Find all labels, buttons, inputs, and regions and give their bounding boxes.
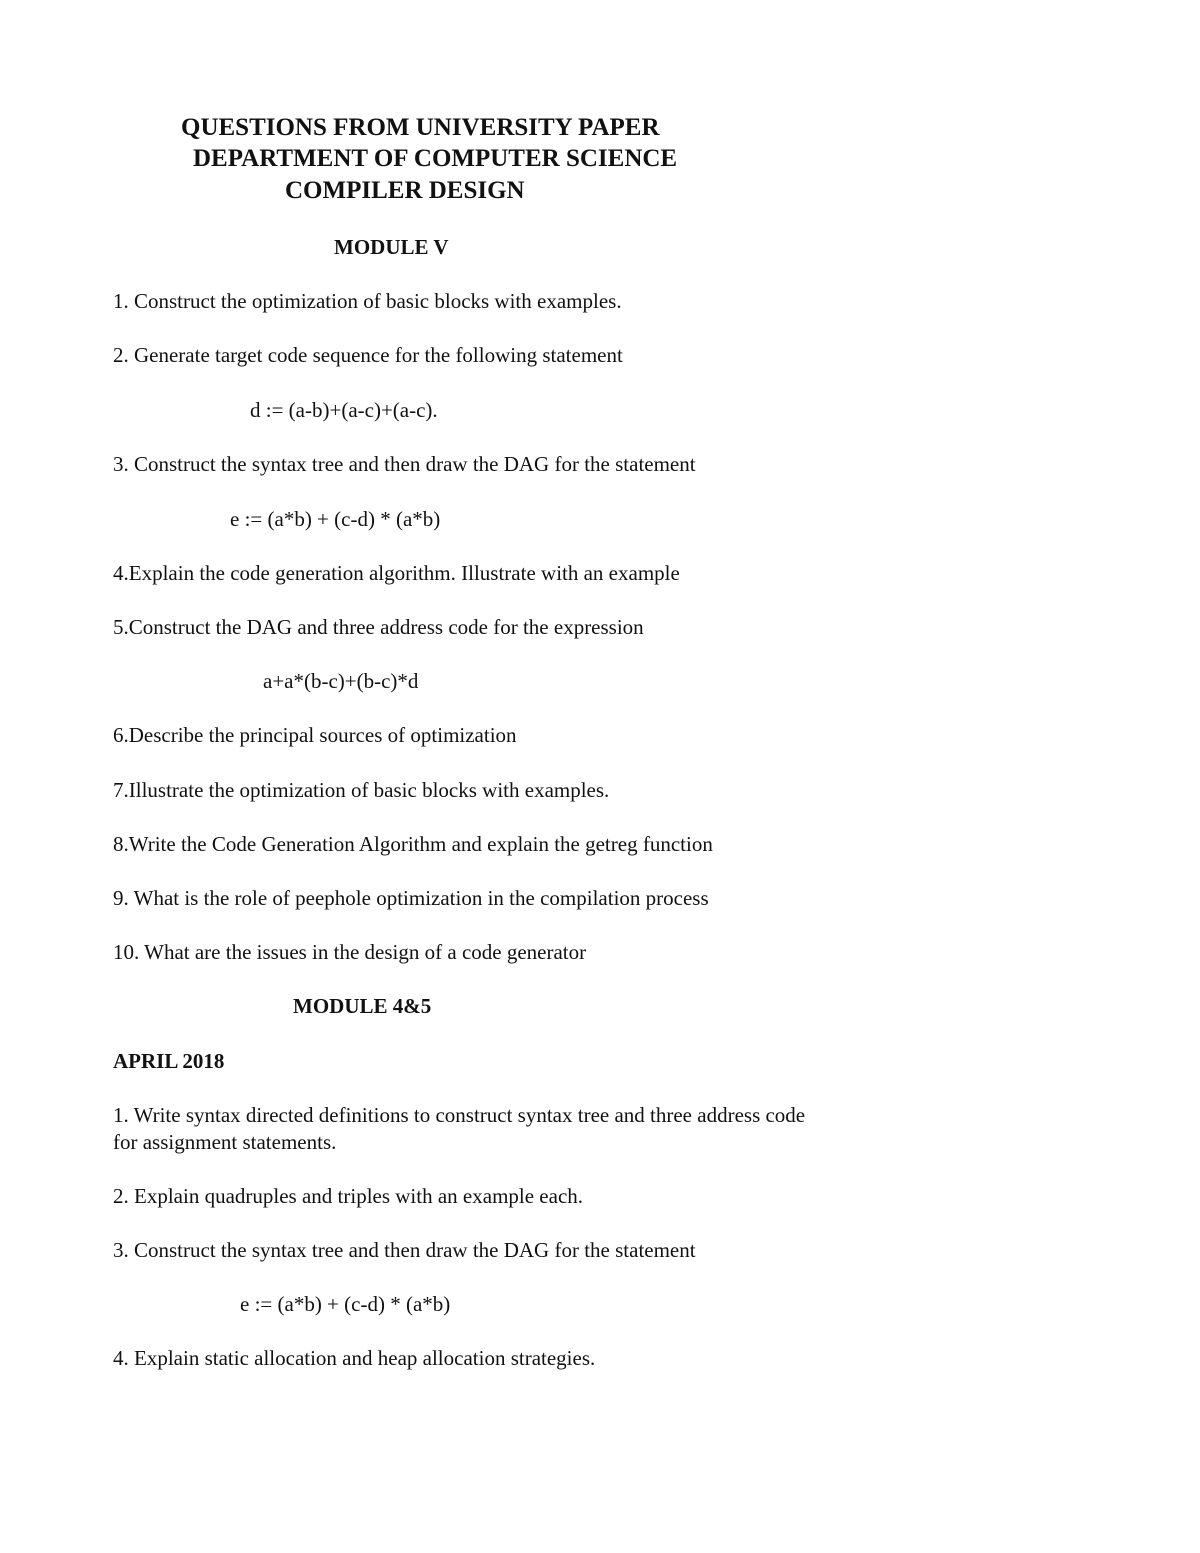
expression-line: d := (a-b)+(a-c)+(a-c). <box>250 398 438 422</box>
module-4-5-title: MODULE 4&5 <box>293 994 432 1018</box>
question-item: 8.Write the Code Generation Algorithm and explain the getreg function <box>113 832 713 856</box>
header-line-3: COMPILER DESIGN <box>285 177 525 204</box>
question-item: 7.Illustrate the optimization of basic blocks with examples. <box>113 778 610 802</box>
question-item: 4.Explain the code generation algorithm. Illustrate with an example <box>113 561 680 585</box>
module-v-title: MODULE V <box>334 235 449 259</box>
question-item: 1. Write syntax directed definitions to construct syntax tree and three address code <box>113 1103 806 1127</box>
header-line-2: DEPARTMENT OF COMPUTER SCIENCE <box>193 145 678 172</box>
question-item: 4. Explain static allocation and heap allocation strategies. <box>113 1346 596 1370</box>
session-heading: APRIL 2018 <box>113 1049 225 1073</box>
question-item: 1. Construct the optimization of basic blocks with examples. <box>113 289 622 313</box>
question-item: 2. Generate target code sequence for the following statement <box>113 343 623 367</box>
question-item: 2. Explain quadruples and triples with an example each. <box>113 1184 584 1208</box>
question-item: 10. What are the issues in the design of a code generator <box>113 940 587 964</box>
expression-line: e := (a*b) + (c-d) * (a*b) <box>230 507 441 531</box>
question-item: 9. What is the role of peephole optimization in the compilation process <box>113 886 709 910</box>
question-item: 6.Describe the principal sources of optimization <box>113 723 517 747</box>
question-item: 3. Construct the syntax tree and then draw the DAG for the statement <box>113 452 696 476</box>
expression-line: a+a*(b-c)+(b-c)*d <box>263 669 419 693</box>
header-line-1: QUESTIONS FROM UNIVERSITY PAPER <box>181 114 660 141</box>
question-item-continuation: for assignment statements. <box>113 1130 337 1154</box>
question-item: 3. Construct the syntax tree and then draw the DAG for the statement <box>113 1238 696 1262</box>
expression-line: e := (a*b) + (c-d) * (a*b) <box>240 1292 451 1316</box>
question-item: 5.Construct the DAG and three address code for the expression <box>113 615 644 639</box>
